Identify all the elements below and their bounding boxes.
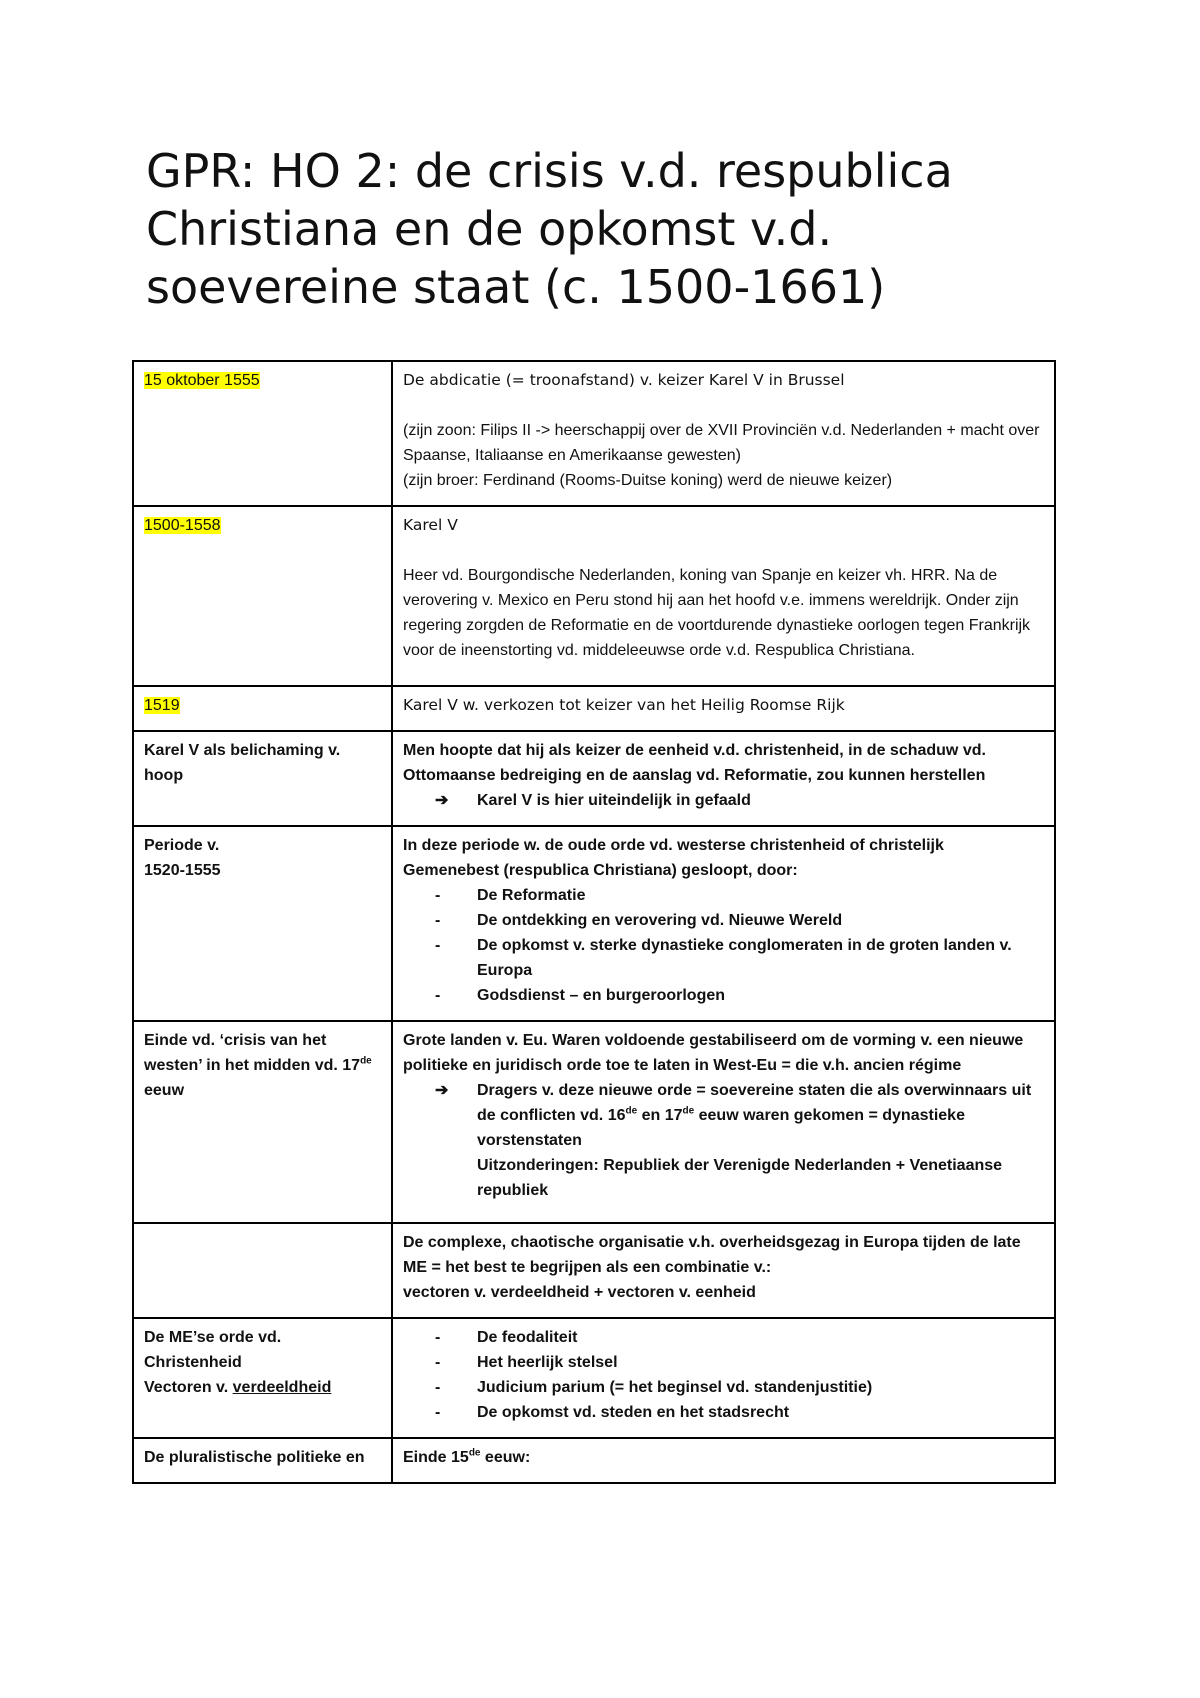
highlighted-date: 15 oktober 1555 — [144, 372, 260, 389]
list-item: - De opkomst v. sterke dynastieke conglomeraten in de groten landen v. Europa — [403, 933, 1044, 983]
arrow-item — [403, 1078, 1044, 1203]
topic-label: 1520-1555 — [144, 862, 221, 879]
underlined-term: verdeeldheid — [232, 1379, 332, 1396]
content-cell — [392, 1021, 1055, 1223]
arrow-item — [403, 788, 1044, 813]
title-line: Christiana en de opkomst v.d. — [146, 202, 833, 256]
dash-list — [403, 883, 1044, 1008]
table-row — [133, 1318, 1055, 1438]
content-cell — [392, 1438, 1055, 1483]
arrow-item-text: Dragers v. deze nieuwe orde = soevereine staten die als overwinnaars uit de conflicten vd. 16de en 17de eeuw waren gekomen = dynastieke vorstenstaten — [477, 1082, 1032, 1149]
table-row — [133, 686, 1055, 731]
note-paragraph: Heer vd. Bourgondische Nederlanden, koning van Spanje en keizer vh. HRR. Na de verovering v. Mexico en Peru stond hij aan het hoofd v.e. immens wereldrijk. Onder zijn regering zorgden de Reformatie en de voortdurende dynastieke oorlogen tegen Frankrijk voor de ineenstorting vd. middeleeuwse orde v.d. Respublica Christiana. — [403, 567, 1031, 659]
topic-label: Karel V als belichaming v. hoop — [144, 742, 341, 784]
topic-label: Periode v. — [144, 837, 220, 854]
topic-label: Vectoren v. verdeeldheid — [144, 1379, 332, 1396]
topic-label: Christenheid — [144, 1354, 242, 1371]
note-line: Einde 15de eeuw: — [403, 1447, 531, 1466]
date-cell — [133, 361, 392, 506]
list-item: - Het heerlijk stelsel — [403, 1350, 1044, 1375]
notes-table — [132, 360, 1056, 1484]
arrow-item-extra: Uitzonderingen: Republiek der Verenigde Nederlanden + Venetiaanse republiek — [477, 1157, 1003, 1199]
note-paragraph: Men hoopte dat hij als keizer de eenheid v.d. christenheid, in de schaduw vd. Ottomaanse bedreiging en de aanslag vd. Reformatie, zou kunnen herstellen — [403, 742, 986, 784]
date-cell — [133, 686, 392, 731]
date-cell — [133, 506, 392, 686]
note-paragraph: In deze periode w. de oude orde vd. westerse christenheid of christelijk Gemenebest (respublica Christiana) gesloopt, door: — [403, 837, 944, 879]
table-row — [133, 1438, 1055, 1483]
highlighted-date: 1519 — [144, 697, 180, 714]
title-line: GPR: HO 2: de crisis v.d. respublica — [146, 144, 953, 198]
arrow-right-icon: ➔ — [435, 1082, 449, 1099]
content-cell — [392, 1318, 1055, 1438]
list-item: - Judicium parium (= het beginsel vd. standenjustitie) — [403, 1375, 1044, 1400]
topic-label: De ME’se orde vd. — [144, 1329, 282, 1346]
list-item: - Godsdienst – en burgeroorlogen — [403, 983, 1044, 1008]
content-cell — [392, 686, 1055, 731]
topic-cell — [133, 1318, 392, 1438]
document-title — [146, 142, 1066, 316]
list-item: - De feodaliteit — [403, 1325, 1044, 1350]
list-item: - De opkomst vd. steden en het stadsrecht — [403, 1400, 1044, 1425]
empty-cell — [133, 1223, 392, 1318]
table-row — [133, 1223, 1055, 1318]
row-heading: Karel V — [403, 516, 458, 534]
table-row — [133, 506, 1055, 686]
table-row — [133, 826, 1055, 1021]
content-cell — [392, 506, 1055, 686]
topic-cell — [133, 1021, 392, 1223]
content-cell — [392, 731, 1055, 826]
note-line: (zijn broer: Ferdinand (Rooms-Duitse koning) werd de nieuwe keizer) — [403, 472, 893, 489]
note-line: De complexe, chaotische organisatie v.h. overheidsgezag in Europa tijden de late ME = het best te begrijpen als een combinatie v.: — [403, 1234, 1021, 1276]
table-row — [133, 731, 1055, 826]
content-cell — [392, 1223, 1055, 1318]
table-row — [133, 361, 1055, 506]
highlighted-date: 1500-1558 — [144, 517, 221, 534]
row-heading: De abdicatie (= troonafstand) v. keizer Karel V in Brussel — [403, 371, 845, 389]
arrow-item-text: Karel V is hier uiteindelijk in gefaald — [477, 792, 751, 809]
topic-cell — [133, 1438, 392, 1483]
note-line: vectoren v. verdeeldheid + vectoren v. eenheid — [403, 1284, 756, 1301]
topic-cell — [133, 731, 392, 826]
topic-label: Einde vd. ‘crisis van het westen’ in het midden vd. 17de eeuw — [144, 1032, 372, 1099]
table-row — [133, 1021, 1055, 1223]
list-item: - De Reformatie — [403, 883, 1044, 908]
list-item: - De ontdekking en verovering vd. Nieuwe Wereld — [403, 908, 1044, 933]
dash-list — [403, 1325, 1044, 1425]
content-cell — [392, 826, 1055, 1021]
note-paragraph: Grote landen v. Eu. Waren voldoende gestabiliseerd om de vorming v. een nieuwe politieke en juridisch orde toe te laten in West-Eu = die v.h. ancien régime — [403, 1032, 1024, 1074]
topic-cell — [133, 826, 392, 1021]
arrow-right-icon: ➔ — [435, 792, 449, 809]
content-cell — [392, 361, 1055, 506]
title-line: soevereine staat (c. 1500-1661) — [146, 260, 886, 314]
row-heading: Karel V w. verkozen tot keizer van het Heilig Roomse Rijk — [403, 696, 845, 714]
note-line: (zijn zoon: Filips II -> heerschappij over de XVII Provinciën v.d. Nederlanden + macht over Spaanse, Italiaanse en Amerikaanse gewesten) — [403, 422, 1040, 464]
topic-label: De pluralistische politieke en — [144, 1449, 365, 1466]
